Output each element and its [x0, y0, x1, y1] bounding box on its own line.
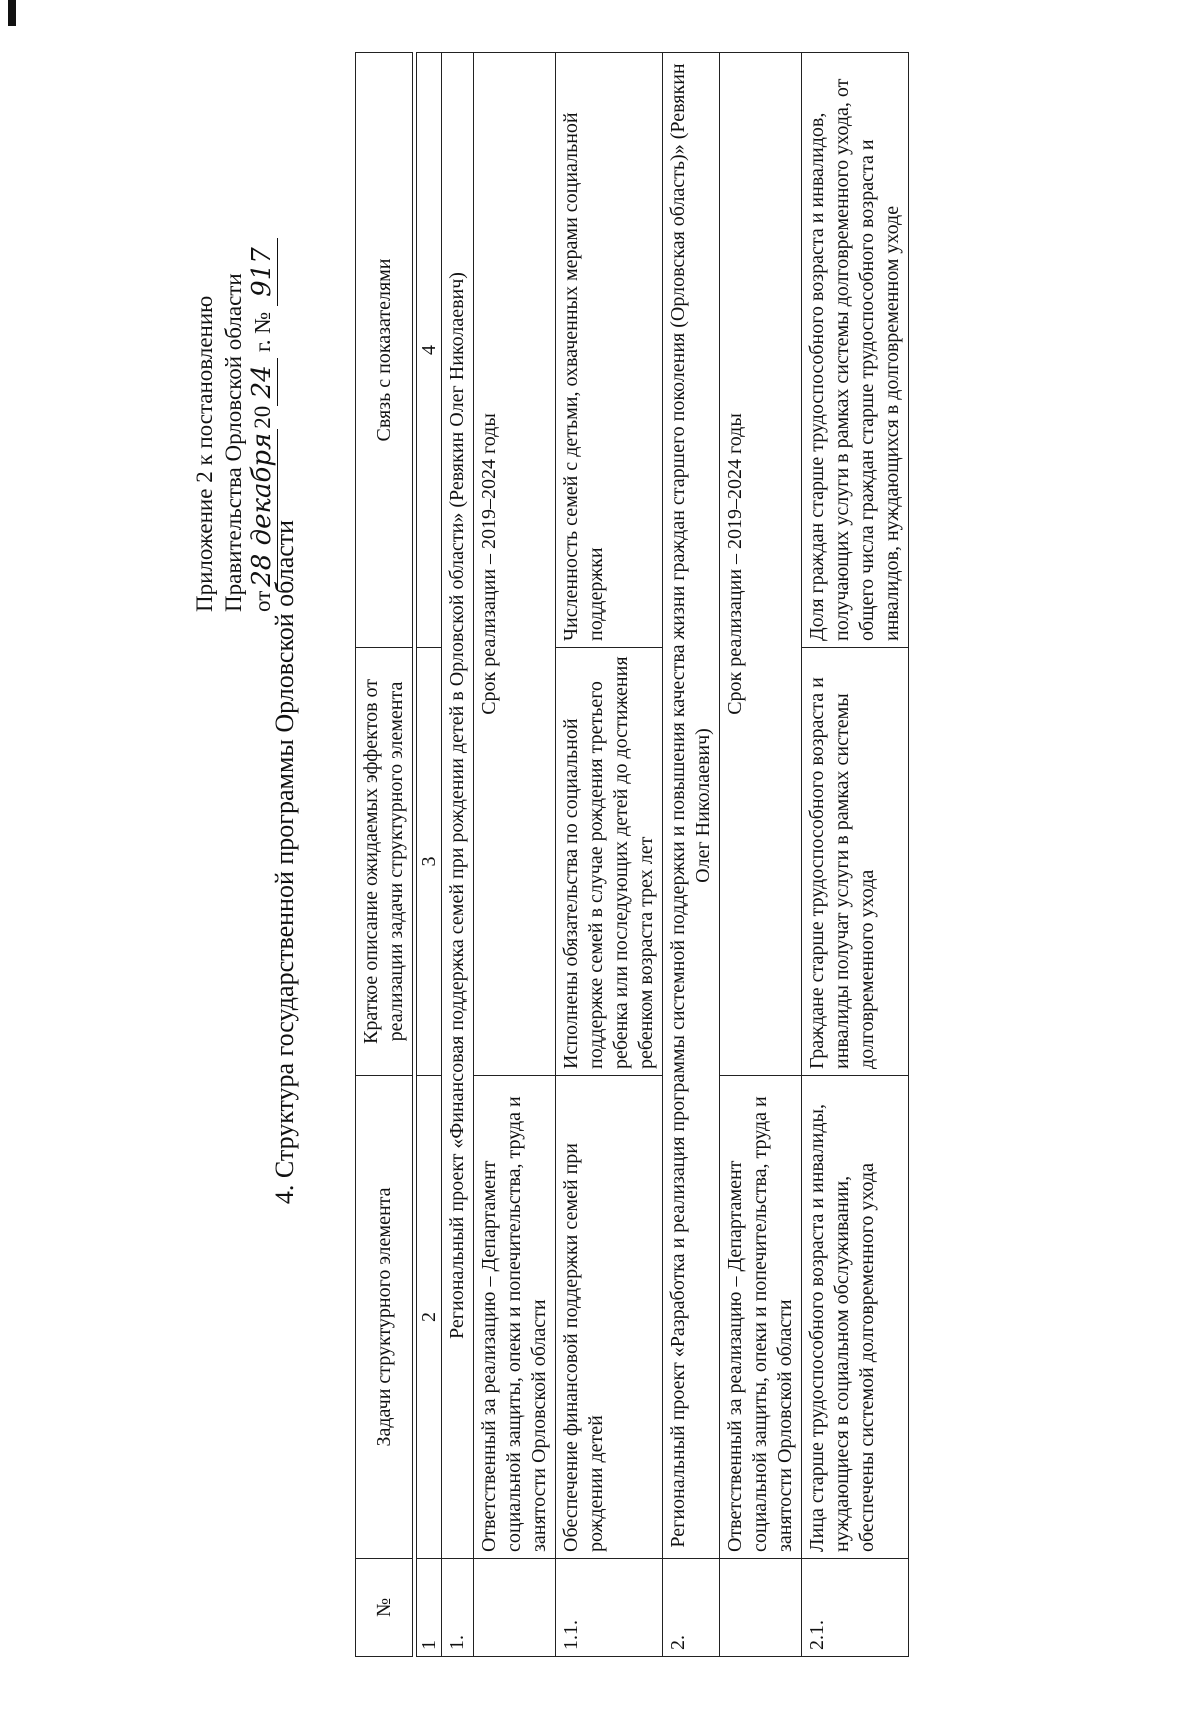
task-2-1-indicator: Доля граждан старше трудоспособного возраста и инвалидов, получающих услуги в рамках системы долговременного ухода, от общего числа граждан старше трудоспособного возраста и инвалидов, нуждающихся в долговременном уходе — [802, 53, 909, 648]
section2-task-row — [802, 53, 909, 1657]
section2-title-row — [663, 53, 720, 1657]
task-1-1-indicator: Численность семей с детьми, охваченных мерами социальной поддержки — [556, 53, 663, 648]
section2-period: Срок реализации – 2019–2024 годы — [720, 53, 802, 1076]
handwritten-year: 24 — [248, 358, 278, 406]
section2-responsible-row — [720, 53, 802, 1657]
appendix-line: Приложение 2 к постановлению — [192, 295, 217, 612]
section2-title: Региональный проект «Разработка и реализация программы системной поддержки и повышения качества жизни граждан старшего поколения (Орловская область)» (Ревякин Олег Николаевич) — [663, 53, 720, 1559]
header-effects: Краткое описание ожидаемых эффектов от реализации задачи структурного элемента — [356, 648, 413, 1076]
scan-corner-mark — [8, 0, 16, 26]
header-tasks: Задачи структурного элемента — [356, 1076, 413, 1559]
header-indicators: Связь с показателями — [356, 53, 413, 648]
table-header-row — [356, 53, 413, 1657]
section1-responsible-row — [474, 53, 556, 1657]
header-number: № — [356, 1559, 413, 1657]
year-prefix: 20 — [250, 405, 275, 429]
empty-cell — [720, 1559, 802, 1657]
task-2-1-effect: Граждане старше трудоспособного возраста и инвалиды получат услуги в рамках системы долговременного ухода — [802, 648, 909, 1076]
appendix-header — [190, 132, 278, 612]
section2-number: 2. — [663, 1559, 720, 1657]
section1-number: 1. — [442, 1559, 474, 1657]
col-number-1: 1 — [417, 1559, 442, 1657]
column-numbers-row — [417, 53, 442, 1657]
task-2-1-text: Лица старше трудоспособного возраста и инвалиды, нуждающиеся в социальном обслуживании, обеспечены системой долговременного ухода — [802, 1076, 909, 1559]
structure-table — [355, 52, 909, 1657]
section1-title-row — [442, 53, 474, 1657]
empty-cell — [474, 1559, 556, 1657]
page-title: 4. Структура государственной программы Орловской области — [270, 519, 299, 1205]
date-prefix: от — [250, 590, 275, 612]
handwritten-doc-number: 917 — [248, 238, 278, 306]
government-line: Правительства Орловской области — [221, 273, 246, 612]
section1-task-row — [556, 53, 663, 1657]
col-number-4: 4 — [417, 53, 442, 648]
col-number-2: 2 — [417, 1076, 442, 1559]
section1-period: Срок реализации – 2019–2024 годы — [474, 53, 556, 1076]
number-label: г. № — [250, 311, 275, 353]
section1-title: Региональный проект «Финансовая поддержка семей при рождении детей в Орловской области» (Ревякин Олег Николаевич) — [442, 53, 474, 1559]
section2-responsible: Ответственный за реализацию – Департамент социальной защиты, опеки и попечительства, труда и занятости Орловской области — [720, 1076, 802, 1559]
task-2-1-number: 2.1. — [802, 1559, 909, 1657]
task-1-1-number: 1.1. — [556, 1559, 663, 1657]
section1-responsible: Ответственный за реализацию – Департамент социальной защиты, опеки и попечительства, труда и занятости Орловской области — [474, 1076, 556, 1559]
task-1-1-text: Обеспечение финансовой поддержки семей при рождении детей — [556, 1076, 663, 1559]
task-1-1-effect: Исполнены обязательства по социальной поддержке семей в случае рождения третьего ребенка или последующих детей до достижения ребенком возраста трех лет — [556, 648, 663, 1076]
handwritten-date: 28 декабря — [248, 429, 278, 591]
col-number-3: 3 — [417, 648, 442, 1076]
